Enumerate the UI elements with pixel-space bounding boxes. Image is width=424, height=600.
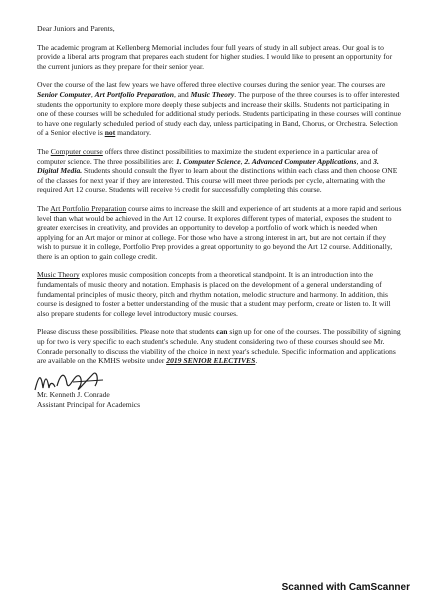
course-senior-computer: Senior Computer xyxy=(37,89,91,99)
salutation: Dear Juniors and Parents, xyxy=(37,24,115,33)
art-portfolio-title: Art Portfolio Preparation xyxy=(50,203,127,213)
music-theory-title: Music Theory xyxy=(37,270,80,280)
computer-course-title: Computer course xyxy=(50,146,103,156)
intro-paragraph: The academic program at Kellenberg Memorial includes four full years of study in all subject areas. Our goal is to provide a liberal arts program that prepares each student for higher studies. I would like to present an opportunity for the current juniors as they prepare for their senior year. xyxy=(37,42,393,71)
option-computer-science: 1. Computer Science xyxy=(175,156,241,166)
signer-title: Assistant Principal for Academics xyxy=(37,399,141,409)
not-emphasis: not xyxy=(104,128,116,138)
computer-course-paragraph: The Computer course offers three distinct possibilities to maximize the student experience in a particular area of computer science. The three possibilities are: 1. Computer Science, 2. Advanced Computer Applications, and 3. Digital Media. Students should consult the flyer to learn about the distinctions within each class and then choose ONE of the classes for next year if they are interested. This course will meet three periods per cycle, alternating with the required Art 12 course. Students will receive ½ credit for successfully completing this course. xyxy=(37,146,398,195)
senior-electives-link[interactable]: 2019 SENIOR ELECTIVES xyxy=(166,356,256,366)
course-art-portfolio: Art Portfolio Preparation xyxy=(94,89,174,99)
scanner-watermark: Scanned with CamScanner xyxy=(281,582,410,593)
letter-page xyxy=(37,24,402,410)
closing-paragraph: Please discuss these possibilities. Please note that students can sign up for one of the courses. The possibility of signing up for two is very specific to each student's schedule. Any student considering two of these courses should see Mr. Conrade personally to discuss the viability of the choice in next year's schedule. Specific information and applications are available on the KMHS website under 2019 SENIOR ELECTIVES. xyxy=(37,327,401,366)
electives-paragraph: Over the course of the last few years we have offered three elective courses during the senior year. The courses are Senior Computer, Art Portfolio Preparation, and Music Theory. The purpose of the three courses is to offer interested students the opportunity to explore more deeply these subjects and increase their skills. Students not participating in one of these courses will be scheduled for additional study periods. Students participating in these courses will continue to have one regularly scheduled period of study each day, unless participating in Band, Chorus, or Orchestra. Selection of a Senior elective is not mandatory. xyxy=(37,80,401,138)
signature-block xyxy=(37,370,402,410)
option-digital-media: 3. Digital Media. xyxy=(37,156,379,176)
art-portfolio-paragraph: The Art Portfolio Preparation course aims to increase the skill and experience of art students at a more rapid and serious level than what would be achieved in the Art 12 course. It explores different types of material, exposes the student to greater exercises in creativity, and provides an opportunity to develop a portfolio of work which is needed when applying for an Art major or minor at college. For those who have a strong interest in art, but are not certain if they wish to pursue it in college, Portfolio Prep provides a great opportunity to go beyond the Art 12 course. Additionally, there is an option to gain college credit. xyxy=(37,203,402,261)
signer-name: Mr. Kenneth J. Conrade xyxy=(37,389,110,399)
music-theory-paragraph: Music Theory explores music composition concepts from a theoretical standpoint. It is an introduction into the fundamentals of music theory and notation. Emphasis is placed on the development of a general understanding of fundamental principles of music theory, pitch and rhythm notation, melodic structure and harmony. In addition, this course is designed to foster a better understanding of the music that a student may perform, create or listen to. It will also prepare students for college level introductory music courses. xyxy=(37,270,391,318)
can-emphasis: can xyxy=(216,327,228,337)
option-advanced-apps: 2. Advanced Computer Applications xyxy=(244,156,357,166)
course-music-theory: Music Theory xyxy=(190,89,235,99)
